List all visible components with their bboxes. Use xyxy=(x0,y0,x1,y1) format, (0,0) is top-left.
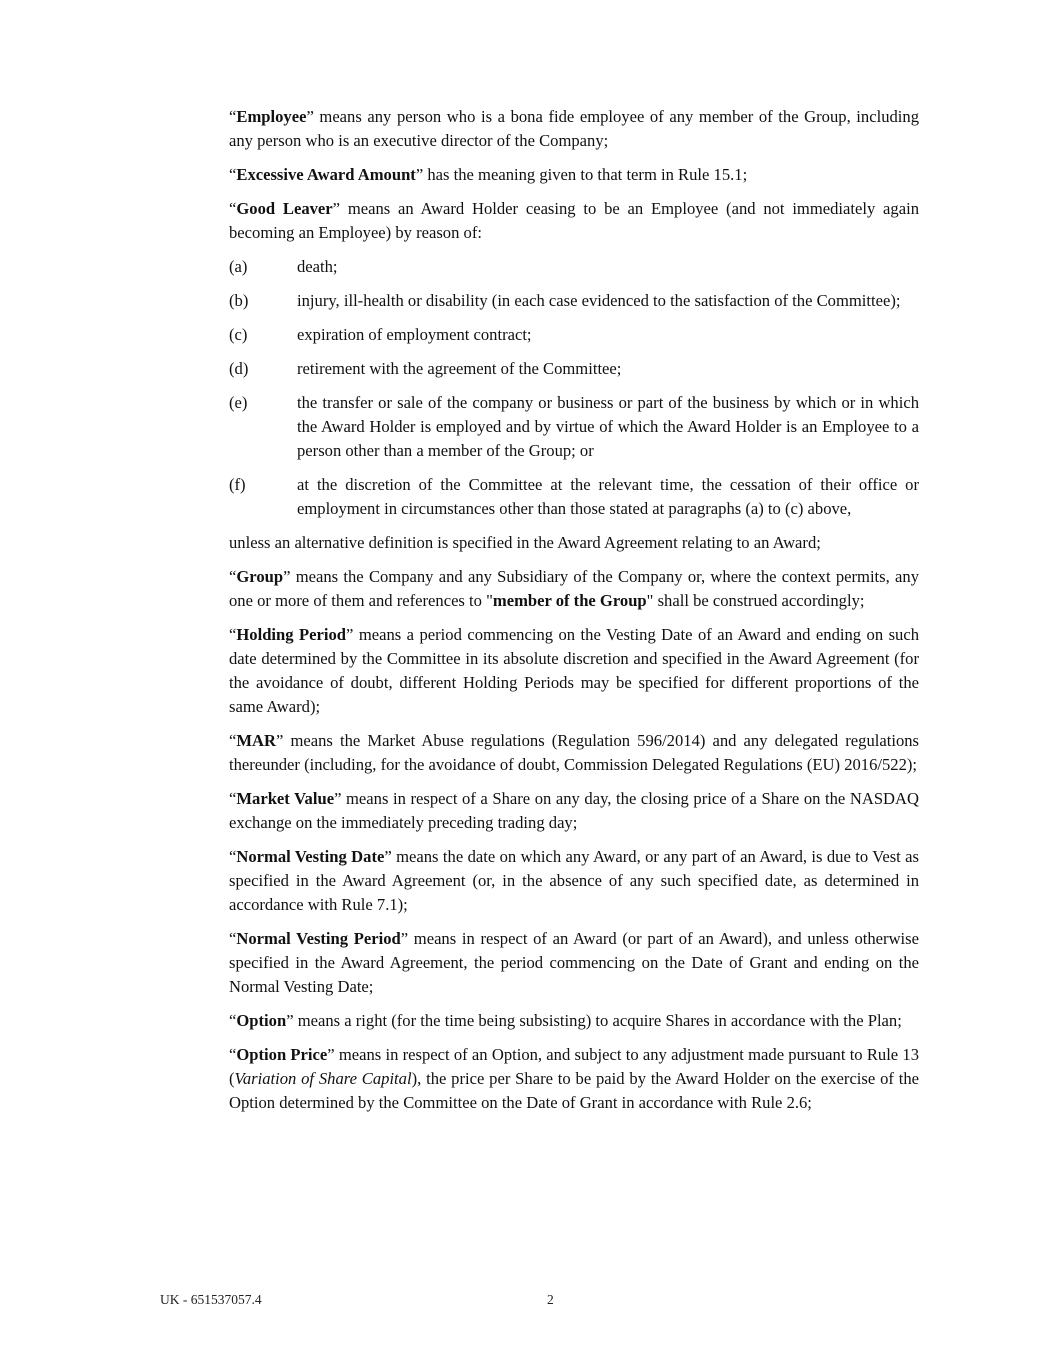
term-normal-vesting-date: Normal Vesting Date xyxy=(236,847,385,866)
list-item-text: death; xyxy=(297,257,338,276)
footer-document-reference: UK - 651537057.4 xyxy=(160,1292,262,1307)
document-body xyxy=(229,105,919,1125)
list-item-text: at the discretion of the Committee at the relevant time, the cessation of their office or employment in circumstances other than those stated at paragraphs (a) to (c) above, xyxy=(297,475,919,518)
list-item xyxy=(229,391,919,463)
definition-holding-period: “Holding Period” means a period commencing on the Vesting Date of an Award and ending on such date determined by the Committee in its absolute discretion and specified in the Award Agreement (for the avoidance of doubt, different Holding Periods may be specified for different proportions of the same Award); xyxy=(229,625,919,716)
definition-normal-vesting-date: “Normal Vesting Date” means the date on which any Award, or any part of an Award, is due to Vest as specified in the Award Agreement (or, in the absence of any such specified date, as determined in accordance with Rule 7.1); xyxy=(229,847,919,914)
rule-title-italic: Variation of Share Capital xyxy=(234,1069,412,1088)
list-item-text: injury, ill-health or disability (in each case evidenced to the satisfaction of the Committee); xyxy=(297,291,901,310)
term-group: Group xyxy=(236,567,284,586)
definition-group: “Group” means the Company and any Subsidiary of the Company or, where the context permits, any one or more of them and references to "member of the Group" shall be construed accordingly; xyxy=(229,567,919,610)
term-normal-vesting-period: Normal Vesting Period xyxy=(236,929,401,948)
term-good-leaver: Good Leaver xyxy=(236,199,333,218)
definition-normal-vesting-period: “Normal Vesting Period” means in respect of an Award (or part of an Award), and unless otherwise specified in the Award Agreement, the period commencing on the Date of Grant and ending on the Normal Vesting Date; xyxy=(229,929,919,996)
list-item-text: expiration of employment contract; xyxy=(297,325,532,344)
list-item xyxy=(229,473,919,521)
term-member-of-the-group: member of the Group xyxy=(492,591,647,610)
definition-excessive-award-amount: “Excessive Award Amount” has the meaning given to that term in Rule 15.1; xyxy=(229,165,748,184)
term-option: Option xyxy=(236,1011,287,1030)
term-mar: MAR xyxy=(236,731,277,750)
list-item-label: (d) xyxy=(229,359,249,378)
list-item xyxy=(229,255,919,279)
list-item-label: (e) xyxy=(229,393,248,412)
definition-option: “Option” means a right (for the time being subsisting) to acquire Shares in accordance with the Plan; xyxy=(229,1011,902,1030)
definition-employee: “Employee” means any person who is a bona fide employee of any member of the Group, including any person who is an executive director of the Company; xyxy=(229,107,919,150)
list-item xyxy=(229,357,919,381)
list-item xyxy=(229,323,919,347)
term-excessive-award-amount: Excessive Award Amount xyxy=(236,165,416,184)
term-option-price: Option Price xyxy=(236,1045,328,1064)
list-item-label: (c) xyxy=(229,325,248,344)
definition-good-leaver: “Good Leaver” means an Award Holder ceasing to be an Employee (and not immediately again becoming an Employee) by reason of: xyxy=(229,199,919,242)
term-market-value: Market Value xyxy=(236,789,335,808)
term-holding-period: Holding Period xyxy=(236,625,347,644)
definition-option-price: “Option Price” means in respect of an Option, and subject to any adjustment made pursuant to Rule 13 (Variation of Share Capital), the price per Share to be paid by the Award Holder on the exercise of the Option determined by the Committee on the Date of Grant in accordance with Rule 2.6; xyxy=(229,1045,920,1112)
definition-market-value: “Market Value” means in respect of a Share on any day, the closing price of a Share on the NASDAQ exchange on the immediately preceding trading day; xyxy=(229,789,919,832)
term-employee: Employee xyxy=(236,107,307,126)
list-item xyxy=(229,289,919,313)
good-leaver-closing: unless an alternative definition is specified in the Award Agreement relating to an Award; xyxy=(229,533,821,552)
footer-page-number: 2 xyxy=(547,1292,554,1307)
list-item-label: (b) xyxy=(229,291,249,310)
list-item-text: retirement with the agreement of the Committee; xyxy=(297,359,622,378)
list-item-label: (a) xyxy=(229,257,248,276)
list-item-label: (f) xyxy=(229,475,246,494)
definition-mar: “MAR” means the Market Abuse regulations (Regulation 596/2014) and any delegated regulations thereunder (including, for the avoidance of doubt, Commission Delegated Regulations (EU) 2016/522); xyxy=(229,731,919,774)
list-item-text: the transfer or sale of the company or business or part of the business by which or in which the Award Holder is employed and by virtue of which the Award Holder is an Employee to a person other than a member of the Group; or xyxy=(297,393,919,460)
